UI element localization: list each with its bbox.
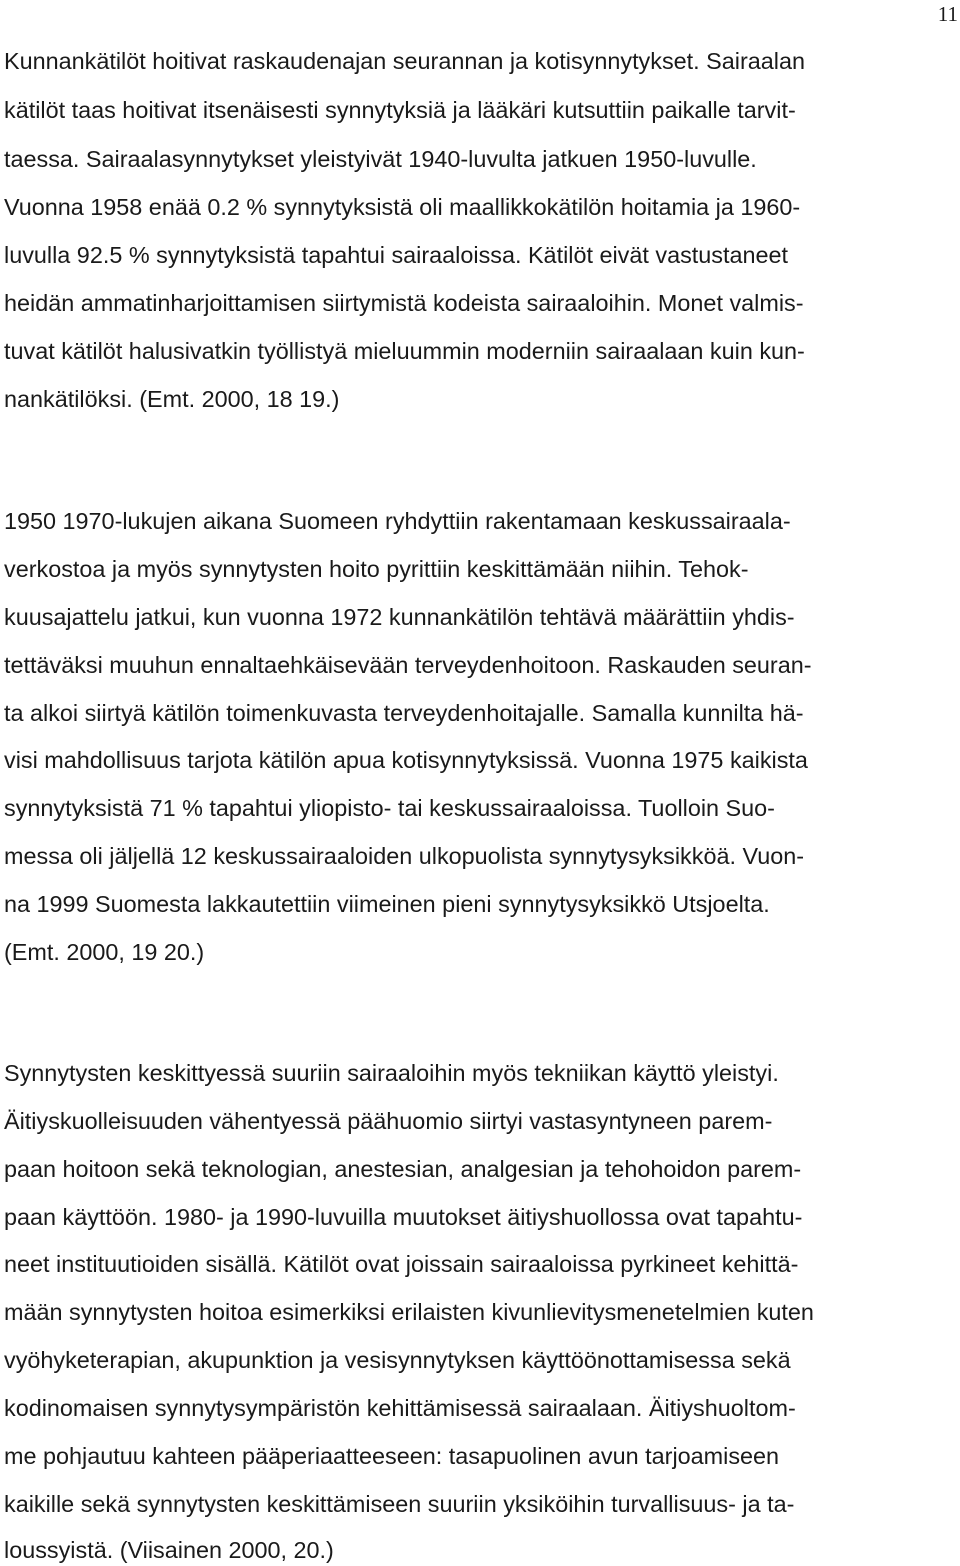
- paragraph-line: kodinomaisen synnytysympäristön kehittämisessä sairaalaan. Äitiyshuoltom-: [4, 1395, 796, 1421]
- paragraph-line: Äitiyskuolleisuuden vähentyessä päähuomio siirtyi vastasyntyneen parem-: [4, 1108, 773, 1134]
- paragraph-line: Synnytysten keskittyessä suuriin sairaaloihin myös tekniikan käyttö yleistyi.: [4, 1060, 779, 1086]
- paragraph-line: 1950 1970-lukujen aikana Suomeen ryhdyttiin rakentamaan keskussairaala-: [4, 508, 791, 534]
- paragraph-line: (Emt. 2000, 19 20.): [4, 939, 205, 965]
- paragraph-line: taessa. Sairaalasynnytykset yleistyivät 1940-luvulta jatkuen 1950-luvulle.: [4, 146, 757, 172]
- paragraph-line: me pohjautuu kahteen pääperiaatteeseen: tasapuolinen avun tarjoamiseen: [4, 1443, 780, 1469]
- paragraph-line: kätilöt taas hoitivat itsenäisesti synnytyksiä ja lääkäri kutsuttiin paikalle tarvit-: [4, 97, 796, 123]
- paragraph-line: paan hoitoon sekä teknologian, anestesian, analgesian ja tehohoidon parem-: [4, 1156, 802, 1182]
- page-number: 11: [937, 2, 958, 26]
- paragraph-line: vyöhyketerapian, akupunktion ja vesisynnytyksen käyttöönottamisessa sekä: [4, 1347, 791, 1373]
- paragraph-line: paan käyttöön. 1980- ja 1990-luvuilla muutokset äitiyshuollossa ovat tapahtu-: [4, 1204, 803, 1230]
- paragraph-line: luvulla 92.5 % synnytyksistä tapahtui sairaaloissa. Kätilöt eivät vastustaneet: [4, 242, 789, 268]
- paragraph-line: Vuonna 1958 enää 0.2 % synnytyksistä oli maallikkokätilön hoitamia ja 1960-: [4, 194, 801, 220]
- paragraph-line: loussyistä. (Viisainen 2000, 20.): [4, 1537, 334, 1563]
- paragraph-line: neet instituutioiden sisällä. Kätilöt ovat joissain sairaaloissa pyrkineet kehittä-: [4, 1251, 799, 1277]
- paragraph-line: kaikille sekä synnytysten keskittämiseen suuriin yksiköihin turvallisuus- ja ta-: [4, 1491, 795, 1517]
- paragraph-line: ta alkoi siirtyä kätilön toimenkuvasta terveydenhoitajalle. Samalla kunnilta hä-: [4, 700, 804, 726]
- paragraph-line: visi mahdollisuus tarjota kätilön apua kotisynnytyksissä. Vuonna 1975 kaikista: [4, 747, 808, 773]
- paragraph-line: synnytyksistä 71 % tapahtui yliopisto- tai keskussairaaloissa. Tuolloin Suo-: [4, 795, 775, 821]
- paragraph-line: heidän ammatinharjoittamisen siirtymistä kodeista sairaaloihin. Monet valmis-: [4, 290, 804, 316]
- paragraph-line: na 1999 Suomesta lakkautettiin viimeinen pieni synnytysyksikkö Utsjoelta.: [4, 891, 770, 917]
- paragraph-line: kuusajattelu jatkui, kun vuonna 1972 kunnankätilön tehtävä määrättiin yhdis-: [4, 604, 795, 630]
- paragraph-line: nankätilöksi. (Emt. 2000, 18 19.): [4, 386, 340, 412]
- paragraph-line: mään synnytysten hoitoa esimerkiksi erilaisten kivunlievitysmenetelmien kuten: [4, 1299, 814, 1325]
- paragraph-line: verkostoa ja myös synnytysten hoito pyrittiin keskittämään niihin. Tehok-: [4, 556, 749, 582]
- paragraph-line: tettäväksi muuhun ennaltaehkäisevään terveydenhoitoon. Raskauden seuran-: [4, 652, 812, 678]
- paragraph-line: messa oli jäljellä 12 keskussairaaloiden ulkopuolista synnytysyksikköä. Vuon-: [4, 843, 805, 869]
- paragraph-line: tuvat kätilöt halusivatkin työllistyä mieluummin moderniin sairaalaan kuin kun-: [4, 338, 805, 364]
- paragraph-line: Kunnankätilöt hoitivat raskaudenajan seurannan ja kotisynnytykset. Sairaalan: [4, 48, 805, 74]
